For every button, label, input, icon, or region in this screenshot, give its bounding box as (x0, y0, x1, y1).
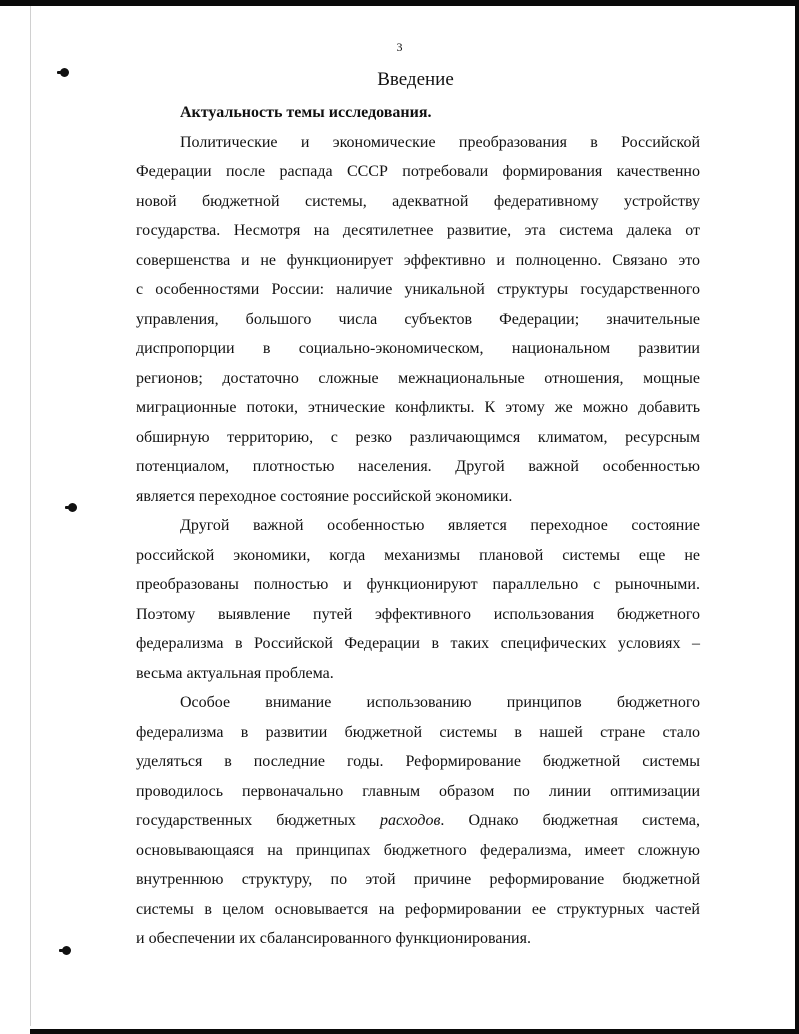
text-line: федерализма в Российской Федерации в таких специфических условиях – (136, 635, 700, 652)
text-line-with-emphasis (136, 806, 700, 836)
document-body (136, 98, 700, 954)
text-line: потенциалом, плотностью населения. Другой важной особенностью (136, 458, 700, 475)
text-line: совершенства и не функционирует эффективно и полноценно. Связано это (136, 251, 700, 269)
text-line: Федерации после распада СССР потребовали формирования качественно (136, 163, 700, 180)
text-line: новой бюджетной системы, адекватной федеративному устройству (136, 192, 700, 210)
text-line: Политические и экономические преобразования в Российской (180, 133, 700, 151)
text-line: российской экономики, когда механизмы плановой системы еще не (136, 546, 700, 564)
text-line: Поэтому выявление путей эффективного использования бюджетного (136, 605, 700, 623)
text-line: уделяться в последние годы. Реформирование бюджетной системы (136, 753, 700, 770)
text-line: миграционные потоки, этнические конфликты. К этому же можно добавить (136, 399, 700, 416)
scan-border-bottom (30, 1029, 799, 1034)
text-line: обширную территорию, с резко различающимся климатом, ресурсным (136, 428, 700, 446)
text-line: государства. Несмотря на десятилетнее развитие, эта система далека от (136, 222, 700, 239)
binder-hole-mark (68, 503, 77, 512)
page-title: Введение (377, 69, 454, 90)
text-line: внутреннюю структуру, по этой причине реформирование бюджетной (136, 871, 700, 888)
section-heading: Актуальность темы исследования. (180, 104, 432, 121)
text-line: проводилось первоначально главным образом по линии оптимизации (136, 782, 700, 800)
binder-hole-mark (62, 946, 71, 955)
text-line: федерализма в развитии бюджетной системы в нашей стране стало (136, 723, 700, 741)
scan-border-right (795, 0, 799, 1034)
scan-border-top (0, 0, 799, 6)
text-line: является переходное состояние российской экономики. (136, 487, 513, 505)
text-run: . Однако бюджетная система, (440, 812, 701, 829)
text-line: диспропорции в социально-экономическом, национальном развитии (136, 340, 700, 357)
text-line: системы в целом основывается на реформировании ее структурных частей (136, 900, 700, 918)
text-line: основывающаяся на принципах бюджетного федерализма, имеет сложную (136, 841, 700, 859)
text-line: регионов; достаточно сложные межнациональные отношения, мощные (136, 369, 700, 387)
text-line: Другой важной особенностью является переходное состояние (180, 517, 700, 534)
paragraph-1 (136, 128, 700, 512)
paragraph-2 (136, 511, 700, 688)
text-line: весьма актуальная проблема. (136, 664, 334, 682)
text-line: и обеспечении их сбалансированного функционирования. (136, 930, 531, 947)
text-line: управления, большого числа субъектов Федерации; значительные (136, 310, 700, 328)
text-line: преобразованы полностью и функционируют параллельно с рыночными. (136, 576, 700, 593)
text-line: с особенностями России: наличие уникальной структуры государственного (136, 281, 700, 298)
text-line: Особое внимание использованию принципов бюджетного (180, 694, 700, 711)
page-number: 3 (396, 40, 403, 54)
emphasized-word: расходов (379, 812, 441, 829)
paragraph-3 (136, 688, 700, 954)
scan-border-left (30, 6, 31, 1026)
text-run: государственных бюджетных (136, 812, 380, 829)
